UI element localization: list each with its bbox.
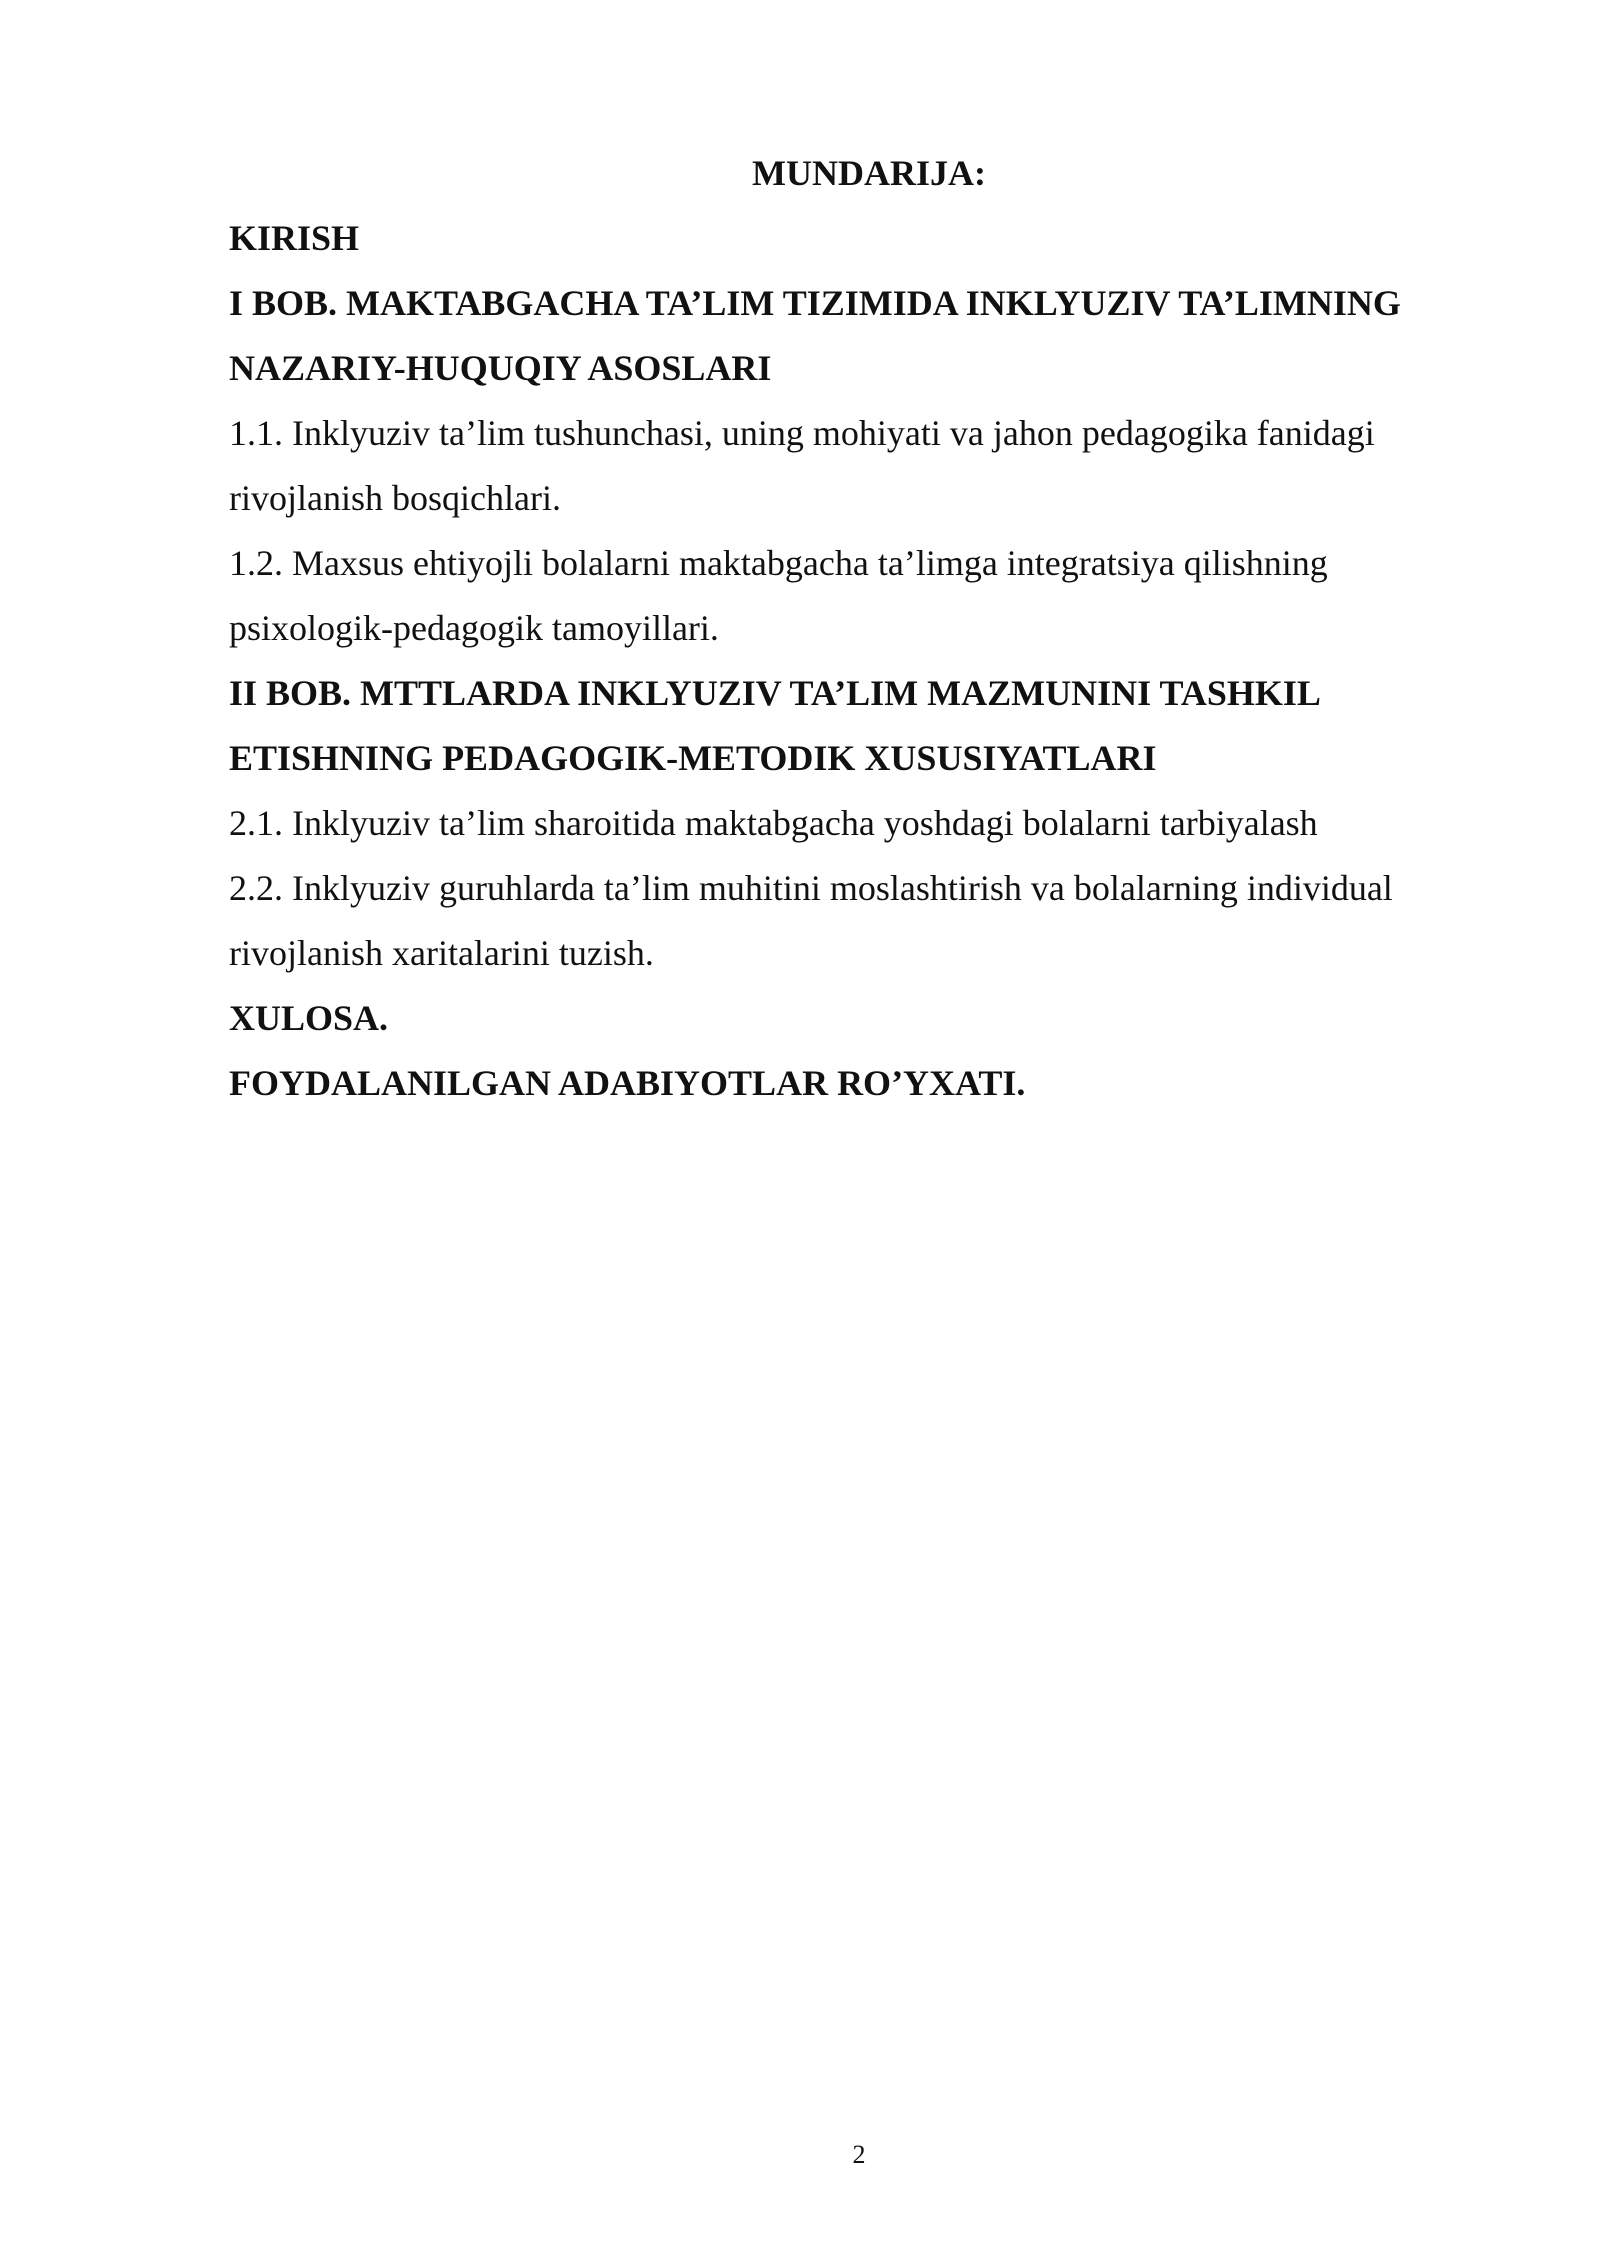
toc-title: MUNDARIJA:: [752, 153, 986, 193]
toc-list: [229, 206, 1489, 1116]
toc-entry-section-1-2: 1.2. Maxsus ehtiyojli bolalarni maktabgacha ta’limga integratsiya qilishning psixologik-pedagogik tamoyillari.: [229, 543, 1328, 648]
toc-entry-introduction: KIRISH: [229, 218, 360, 258]
toc-entry-references: FOYDALANILGAN ADABIYOTLAR RO’YXATI.: [229, 1063, 1026, 1103]
page-number: 2: [852, 2140, 866, 2169]
toc-entry-section-1-1: 1.1. Inklyuziv ta’lim tushunchasi, uning mohiyati va jahon pedagogika fanidagi rivojlanish bosqichlari.: [229, 413, 1375, 518]
toc-entry-chapter-2: II BOB. MTTLARDA INKLYUZIV TA’LIM MAZMUNINI TASHKIL ETISHNING PEDAGOGIK-METODIK XUSUSIYATLARI: [229, 673, 1319, 778]
toc-entry-section-2-2: 2.2. Inklyuziv guruhlarda ta’lim muhitini moslashtirish va bolalarning individual rivojlanish xaritalarini tuzish.: [229, 868, 1393, 973]
toc-entry-section-2-1: 2.1. Inklyuziv ta’lim sharoitida maktabgacha yoshdagi bolalarni tarbiyalash: [229, 803, 1318, 843]
toc-entry-conclusion: XULOSA.: [229, 998, 389, 1038]
table-of-contents: [229, 141, 1489, 1116]
toc-entry-chapter-1: I BOB. MAKTABGACHA TA’LIM TIZIMIDA INKLYUZIV TA’LIMNING NAZARIY-HUQUQIY ASOSLARI: [229, 283, 1401, 388]
